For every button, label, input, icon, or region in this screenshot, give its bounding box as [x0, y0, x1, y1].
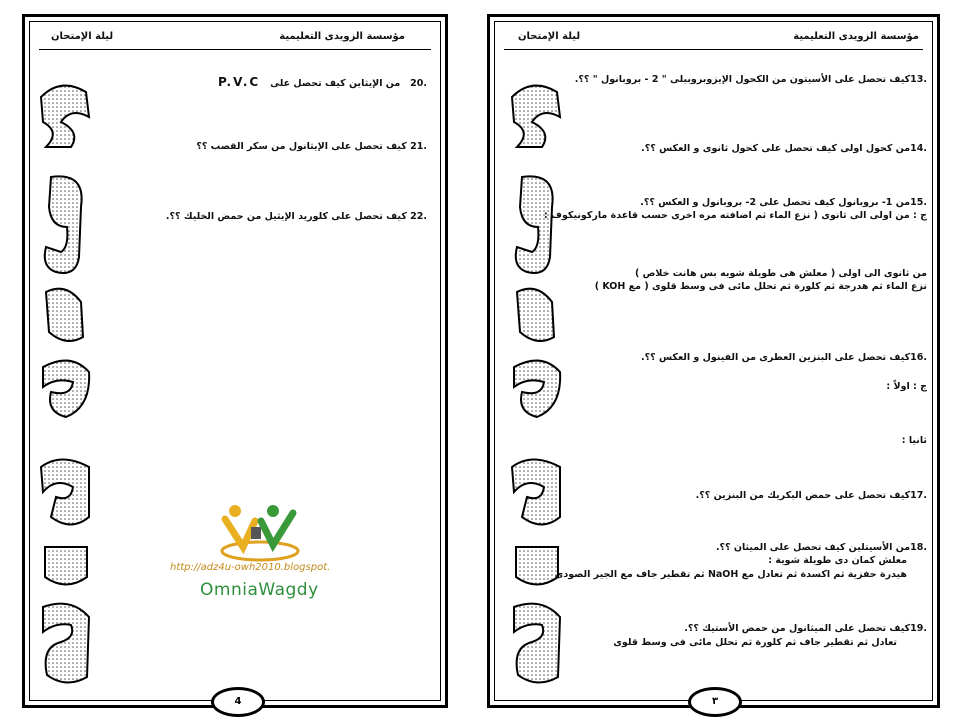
question-22 [166, 211, 427, 222]
question-15-text: من 1- بروبانول كيف تحصل على 2- بروبانول و العكس ؟؟. [640, 197, 911, 208]
question-17 [696, 490, 927, 501]
question-16-text: كيف تحصل على البنزين العطرى من الفينول و العكس ؟؟. [641, 352, 911, 363]
right-header-rule [504, 49, 923, 50]
answer-18a: معلش كمان دى طويلة شوية : [768, 555, 907, 566]
question-20-number: .20 [410, 78, 427, 89]
left-header-title: ليلة الإمتحان [51, 31, 114, 42]
question-19 [684, 623, 927, 634]
question-14-number: .14 [910, 143, 927, 154]
answer-15b: من ثانوى الى اولى ( معلش هى طويلة شويه بس هانت خلاص ) [634, 268, 927, 279]
question-17-text: كيف تحصل على حمض البكريك من البنزين ؟؟. [695, 490, 911, 501]
question-20-extra: P.V.C [217, 75, 261, 89]
question-21 [196, 141, 427, 152]
left-header-rule [39, 49, 431, 50]
brand-name: OmniaWagdy [200, 580, 319, 600]
right-page [487, 14, 940, 708]
answer-16-first: ج : اولاً : [886, 381, 927, 392]
question-18-number: .18 [910, 542, 927, 553]
question-14-text: من كحول اولى كيف تحصل على كحول ثانوى و العكس ؟؟. [641, 143, 911, 154]
answer-18b: هيدرة حفزية ثم اكسدة ثم تعادل مع NaOH ثم تقطير جاف مع الجير الصودى [554, 569, 907, 580]
calligraphy-decoration [502, 77, 572, 687]
question-22-text: كيف تحصل على كلوريد الإيثيل من حمض الخليك ؟؟. [165, 211, 407, 222]
question-13-text: كيف تحصل على الأسيتون من الكحول الإيزوبروبيلى " 2 - بروبانول " ؟؟. [574, 74, 911, 85]
answer-15c: نزع الماء ثم هدرجة ثم كلورة ثم تحلل مائى فى وسط قلوى ( مع KOH ) [594, 281, 927, 292]
question-17-number: .17 [910, 490, 927, 501]
answer-15a: ج : من اولى الى ثانوى ( نزع الماء ثم اضافته مره اخرى حسب قاعدة ماركونيكوف : [543, 210, 927, 221]
question-13-number: .13 [910, 74, 927, 85]
left-page-number: 4 [211, 687, 265, 717]
question-20 [218, 75, 427, 89]
question-20-text: من الإيثاين كيف تحصل على [270, 78, 401, 89]
question-14 [641, 143, 927, 154]
question-13 [575, 74, 927, 85]
question-18-text: من الأسيتلين كيف تحصل على الميثان ؟؟. [715, 542, 911, 553]
calligraphy-decoration [31, 77, 101, 687]
answer-16-second: ثانيا : [901, 435, 927, 446]
blog-logo [215, 499, 305, 565]
question-15-number: .15 [910, 197, 927, 208]
question-18 [716, 542, 927, 553]
right-header-org: مؤسسة الزويدى التعليمية [793, 31, 919, 42]
right-header-title: ليلة الإمتحان [518, 31, 581, 42]
left-header-org: مؤسسة الزويدى التعليمية [279, 31, 405, 42]
question-22-number: .22 [410, 211, 427, 222]
question-16 [641, 352, 927, 363]
question-19-number: .19 [910, 623, 927, 634]
question-21-text: كيف تحصل على الإيثانول من سكر القصب ؟؟ [196, 141, 407, 152]
question-15 [640, 197, 927, 208]
blog-url: http://adz4u-owh2010.blogspot. [170, 562, 331, 573]
right-page-number: ٣ [688, 687, 742, 717]
question-19-text: كيف تحصل على الميثانول من حمض الأستيك ؟؟. [684, 623, 911, 634]
left-page [22, 14, 448, 708]
question-21-number: .21 [410, 141, 427, 152]
answer-19: تعادل ثم تقطير جاف ثم كلورة ثم تحلل مائى فى وسط قلوى [613, 637, 897, 648]
question-16-number: .16 [910, 352, 927, 363]
